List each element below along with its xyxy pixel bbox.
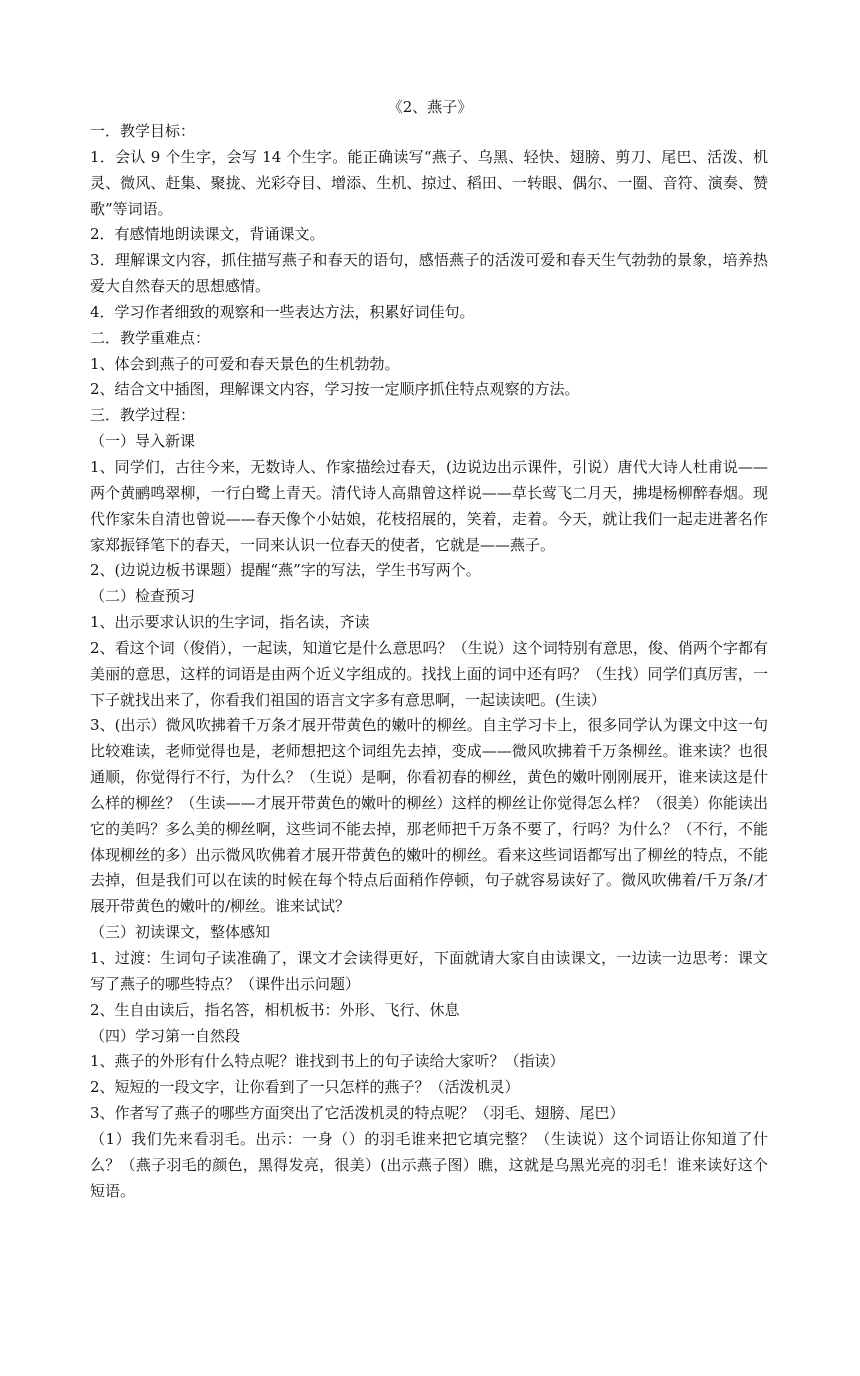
paragraph: （1）我们先来看羽毛。出示：一身（）的羽毛谁来把它填完整？（生读说）这个词语让你知道了什么？（燕子羽毛的颜色，黑得发亮，很美）(出示燕子图）瞧，这就是乌黑光亮的羽毛！谁来读好这个短语。 xyxy=(90,1129,768,1200)
section-heading: 三．教学过程： xyxy=(90,406,196,425)
paragraph: 4．学习作者细致的观察和一些表达方法，积累好词佳句。 xyxy=(90,302,475,321)
section-heading: 一．教学目标： xyxy=(90,122,196,140)
paragraph: 3、(出示）微风吹拂着千万条才展开带黄色的嫩叶的柳丝。自主学习卡上，很多同学认为课文中这一句比较难读，老师觉得也是，老师想把这个词组先去掉，变成——微风吹拂着千万条柳丝。谁来读？也很通顺，你觉得行不行，为什么？（生说）是啊，你看初春的柳丝，黄色的嫩叶刚刚展开，谁来读这是什么样的柳丝？（生读——才展开带黄色的嫩叶的柳丝）这样的柳丝让你觉得怎么样？（很美）你能读出它的美吗？多么美的柳丝啊，这些词不能去掉，那老师把千万条不要了，行吗？为什么？（不行，不能体现柳丝的多）出示微风吹佛着才展开带黄色的嫩叶的柳丝。看来这些词语都写出了柳丝的特点，不能去掉，但是我们可以在读的时候在每个特点后面稍作停顿，句子就容易读好了。微风吹佛着/千万条/才展开带黄色的嫩叶的/柳丝。谁来试试？ xyxy=(90,716,768,916)
paragraph: 2、(边说边板书课题）提醒“燕”字的写法，学生书写两个。 xyxy=(90,561,481,580)
document-body xyxy=(90,119,768,1204)
subsection-heading: （三）初读课文，整体感知 xyxy=(90,923,271,942)
subsection-heading: （一）导入新课 xyxy=(90,432,196,451)
subsection-heading: （二）检查预习 xyxy=(90,587,196,606)
paragraph: 1、出示要求认识的生字词，指名读，齐读 xyxy=(90,613,370,632)
paragraph: 2、看这个词（俊俏），一起读，知道它是什么意思吗？（生说）这个词特别有意思，俊、俏两个字都有美丽的意思，这样的词语是由两个近义字组成的。找找上面的词中还有吗？（生找）同学们真厉害，一下子就找出来了，你看我们祖国的语言文字多有意思啊，一起读读吧。(生读） xyxy=(90,638,768,709)
paragraph: 1、同学们，古往今来，无数诗人、作家描绘过春天，(边说边出示课件，引说）唐代大诗人杜甫说——两个黄鹂鸣翠柳，一行白鹭上青天。清代诗人高鼎曾这样说——草长莺飞二月天，拂堤杨柳醉春烟。现代作家朱自清也曾说——春天像个小姑娘，花枝招展的，笑着，走着。今天，就让我们一起走进著名作家郑振铎笔下的春天，一同来认识一位春天的使者，它就是——燕子。 xyxy=(90,457,768,554)
document-title: 《2、燕子》 xyxy=(387,98,473,116)
subsection-heading: （四）学习第一自然段 xyxy=(90,1026,241,1045)
paragraph: 1、体会到燕子的可爱和春天景色的生机勃勃。 xyxy=(90,354,400,373)
section-heading: 二．教学重难点： xyxy=(90,328,211,347)
paragraph: 2、结合文中插图，理解课文内容，学习按一定顺序抓住特点观察的方法。 xyxy=(90,380,580,399)
paragraph: 3、作者写了燕子的哪些方面突出了它活泼机灵的特点呢？（羽毛、翅膀、尾巴） xyxy=(90,1104,625,1123)
paragraph: 1、燕子的外形有什么特点呢？谁找到书上的句子读给大家听？（指读） xyxy=(90,1052,565,1071)
paragraph: 2．有感情地朗读课文，背诵课文。 xyxy=(90,225,325,244)
paragraph: 3．理解课文内容，抓住描写燕子和春天的语句，感悟燕子的活泼可爱和春天生气勃勃的景象，培养热爱大自然春天的思想感情。 xyxy=(90,251,768,296)
paragraph: 2、生自由读后，指名答，相机板书：外形、飞行、休息 xyxy=(90,1000,460,1019)
paragraph: 2、短短的一段文字，让你看到了一只怎样的燕子？（活泼机灵） xyxy=(90,1078,520,1097)
paragraph: 1．会认 9 个生字，会写 14 个生字。能正确读写“燕子、乌黑、轻快、翅膀、剪刀、尾巴、活泼、机灵、微风、赶集、聚拢、光彩夺目、增添、生机、掠过、稻田、一转眼、偶尔、一圈、音符、演奏、赞歌”等词语。 xyxy=(90,147,768,218)
paragraph: 1、过渡：生词句子读准确了，课文才会读得更好，下面就请大家自由读课文，一边读一边思考：课文写了燕子的哪些特点？（课件出示问题） xyxy=(90,949,768,993)
